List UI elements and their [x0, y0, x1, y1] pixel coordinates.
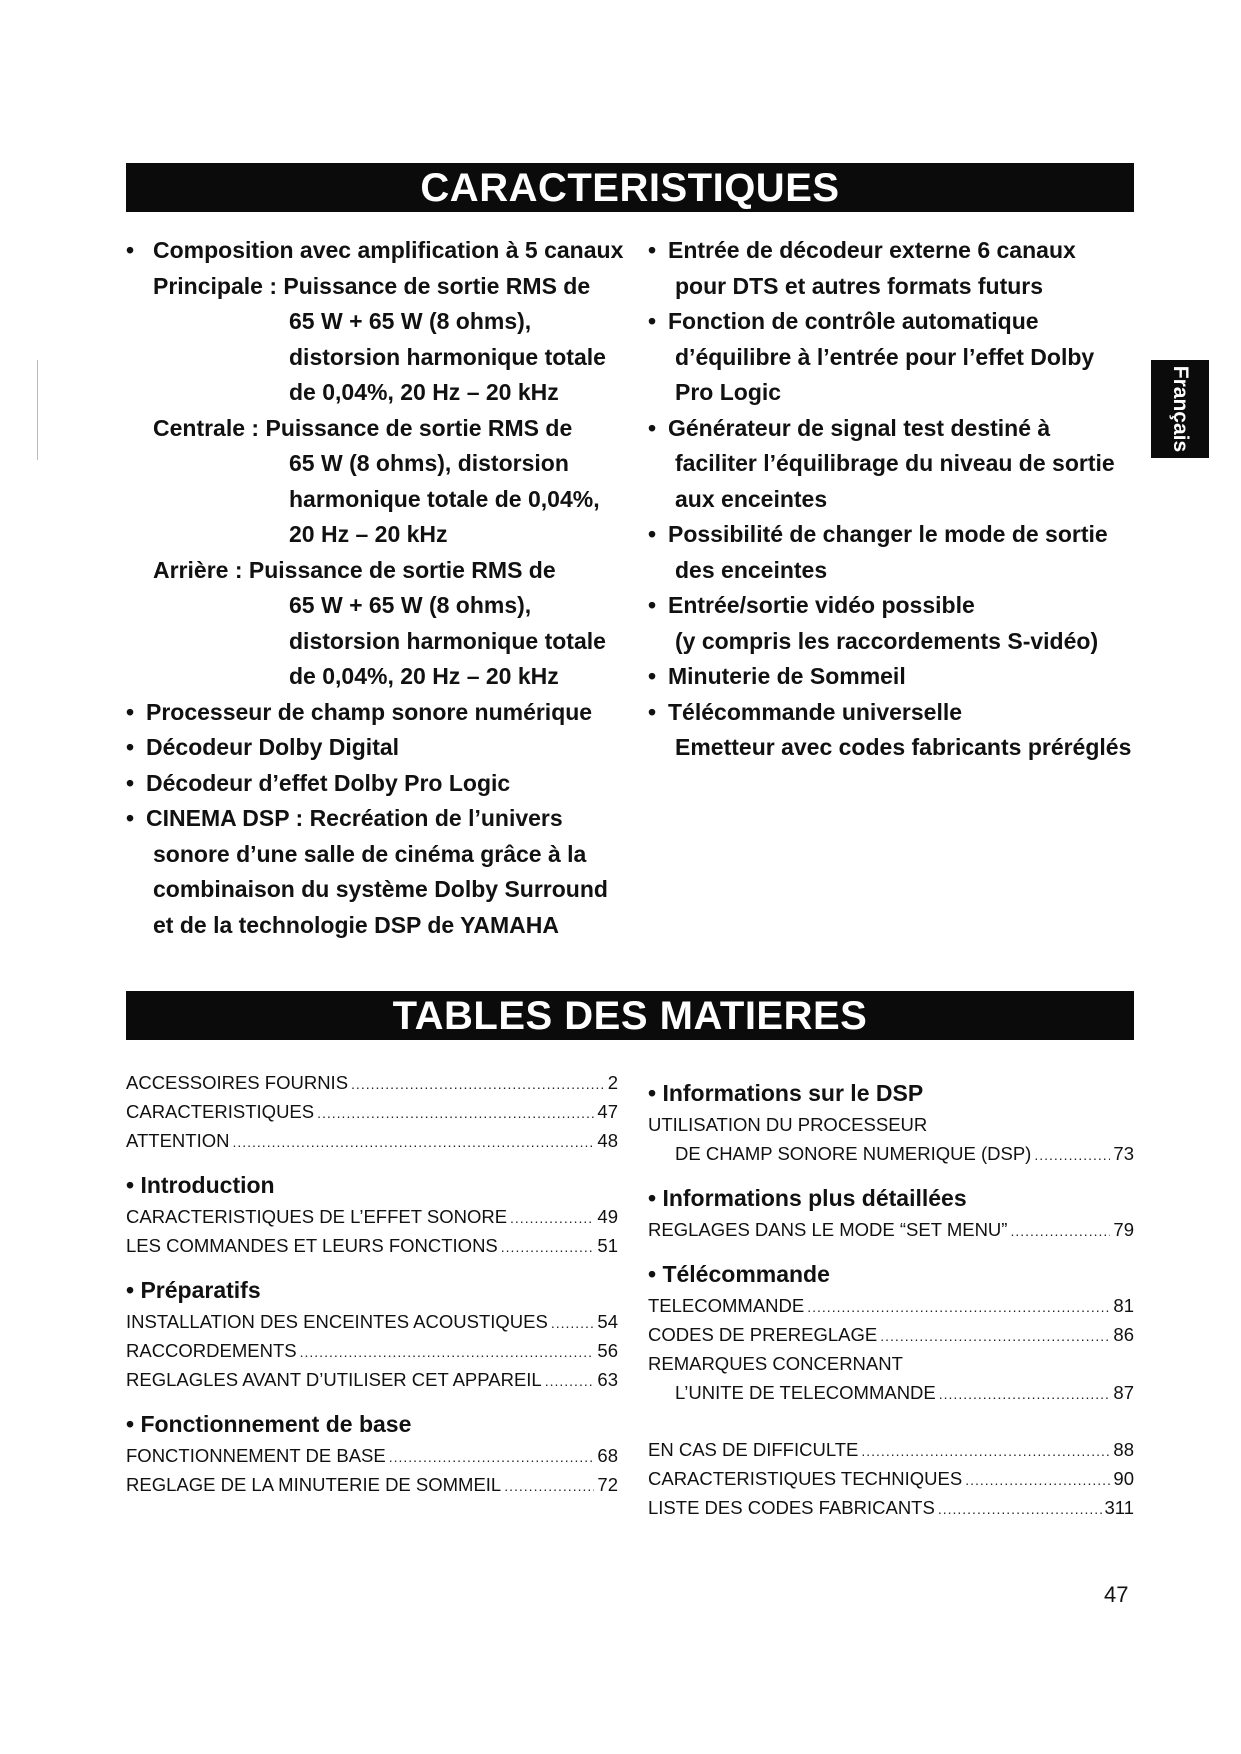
toc-section-heading: • Fonctionnement de base	[126, 1411, 412, 1437]
toc-entry-line: UTILISATION DU PROCESSEUR	[648, 1114, 928, 1135]
bullet-icon: •	[126, 734, 135, 760]
scan-edge-mark	[37, 360, 38, 460]
feature-sub-line: Centrale : Puissance de sortie RMS de	[153, 414, 573, 441]
bullet-icon: •	[126, 1411, 135, 1437]
feature-item: • Composition avec amplification à 5 canaux	[126, 233, 626, 269]
page-number: 47	[1104, 1582, 1129, 1607]
feature-item: • Entrée/sortie vidéo possible	[648, 588, 1148, 624]
feature-item: • Générateur de signal test destiné à	[648, 411, 1148, 447]
feature-sub-line: harmonique totale de 0,04%,	[289, 485, 600, 512]
bullet-icon: •	[648, 1185, 657, 1211]
toc-entry-line: REMARQUES CONCERNANT	[648, 1353, 903, 1374]
toc-left-column	[126, 1068, 618, 1499]
toc-row[interactable]: DE CHAMP SONORE NUMERIQUE (DSP) ..... 73	[648, 1139, 1134, 1168]
bullet-icon: •	[648, 237, 657, 263]
bullet-icon: •	[126, 698, 135, 725]
feature-item: • Télécommande universelle	[648, 695, 1148, 731]
features-heading: CARACTERISTIQUES	[126, 163, 1134, 212]
feature-item: • Décodeur d’effet Dolby Pro Logic	[126, 766, 626, 802]
bullet-icon: •	[126, 1172, 135, 1198]
feature-sub-line: faciliter l’équilibrage du niveau de sortie	[675, 450, 1115, 476]
toc-row[interactable]: RACCORDEMENTS ..... 56	[126, 1336, 618, 1365]
feature-item: • Décodeur Dolby Digital	[126, 730, 626, 766]
toc-row[interactable]: EN CAS DE DIFFICULTE ..... 88	[648, 1435, 1134, 1464]
bullet-icon: •	[126, 805, 135, 831]
features-right-column	[648, 233, 1148, 766]
toc-section-heading: • Télécommande	[648, 1261, 830, 1287]
toc-row[interactable]: LISTE DES CODES FABRICANTS ..... 311	[648, 1493, 1134, 1522]
feature-sub-line: Arrière : Puissance de sortie RMS de	[153, 556, 556, 583]
bullet-icon: •	[126, 1277, 135, 1303]
toc-section-heading: • Informations sur le DSP	[648, 1080, 924, 1106]
bullet-icon: •	[648, 698, 657, 725]
feature-sub-line: sonore d’une salle de cinéma grâce à la	[153, 840, 587, 867]
bullet-icon: •	[648, 308, 657, 334]
feature-sub-line: combinaison du système Dolby Surround	[153, 876, 608, 902]
feature-sub-line: 20 Hz – 20 kHz	[289, 521, 448, 547]
feature-sub-line: Emetteur avec codes fabricants préréglés	[675, 734, 1132, 760]
toc-section-heading: • Introduction	[126, 1172, 275, 1198]
feature-sub-line: des enceintes	[675, 556, 828, 583]
feature-sub-line: et de la technologie DSP de YAMAHA	[153, 911, 560, 938]
feature-sub-line: de 0,04%, 20 Hz – 20 kHz	[289, 379, 559, 405]
toc-row[interactable]: ACCESSOIRES FOURNIS ..... 2	[126, 1068, 618, 1097]
feature-sub-line: pour DTS et autres formats futurs	[675, 272, 1044, 299]
toc-row[interactable]: CARACTERISTIQUES ..... 47	[126, 1097, 618, 1126]
toc-right-column	[648, 1076, 1134, 1522]
toc-section-heading: • Informations plus détaillées	[648, 1185, 967, 1211]
toc-row[interactable]: REGLAGES DANS LE MODE “SET MENU” ..... 79	[648, 1215, 1134, 1244]
toc-row[interactable]: TELECOMMANDE ..... 81	[648, 1291, 1134, 1320]
feature-sub-line: 65 W + 65 W (8 ohms),	[289, 308, 532, 334]
language-tab	[1151, 360, 1209, 458]
bullet-icon: •	[648, 1080, 657, 1106]
feature-item: • CINEMA DSP : Recréation de l’univers	[126, 801, 626, 837]
bullet-icon: •	[126, 237, 135, 263]
feature-sub-line: aux enceintes	[675, 485, 828, 512]
bullet-icon: •	[648, 1261, 657, 1287]
feature-sub-line: Pro Logic	[675, 379, 782, 405]
bullet-icon: •	[648, 521, 657, 547]
bullet-icon: •	[648, 663, 657, 689]
toc-row[interactable]: L’UNITE DE TELECOMMANDE ..... 87	[648, 1378, 1134, 1407]
feature-sub-line: de 0,04%, 20 Hz – 20 kHz	[289, 663, 559, 689]
bullet-icon: •	[648, 414, 657, 441]
feature-sub-line: d’équilibre à l’entrée pour l’effet Dolby	[675, 343, 1095, 370]
language-tab-label: Français	[1169, 365, 1192, 453]
toc-row[interactable]: INSTALLATION DES ENCEINTES ACOUSTIQUES ..... 54	[126, 1307, 618, 1336]
feature-item: • Processeur de champ sonore numérique	[126, 695, 626, 731]
feature-item: • Entrée de décodeur externe 6 canaux	[648, 233, 1148, 269]
feature-sub-line: 65 W + 65 W (8 ohms),	[289, 592, 532, 618]
feature-item: • Possibilité de changer le mode de sortie	[648, 517, 1148, 553]
feature-item: • Fonction de contrôle automatique	[648, 304, 1148, 340]
toc-row[interactable]: REGLAGLES AVANT D’UTILISER CET APPAREIL ..... 63	[126, 1365, 618, 1394]
toc-row[interactable]: CARACTERISTIQUES TECHNIQUES ..... 90	[648, 1464, 1134, 1493]
feature-sub-line: Principale : Puissance de sortie RMS de	[153, 272, 591, 299]
toc-row[interactable]: REGLAGE DE LA MINUTERIE DE SOMMEIL ..... 72	[126, 1470, 618, 1499]
toc-row[interactable]: ATTENTION ..... 48	[126, 1126, 618, 1155]
feature-item: • Minuterie de Sommeil	[648, 659, 1148, 695]
feature-sub-line: distorsion harmonique totale	[289, 343, 606, 370]
feature-sub-line: (y compris les raccordements S-vidéo)	[675, 627, 1099, 654]
toc-row[interactable]: CARACTERISTIQUES DE L’EFFET SONORE ..... 49	[126, 1202, 618, 1231]
feature-sub-line: 65 W (8 ohms), distorsion	[289, 450, 569, 476]
features-left-column	[126, 233, 626, 943]
toc-row[interactable]: FONCTIONNEMENT DE BASE ..... 68	[126, 1441, 618, 1470]
toc-row[interactable]: LES COMMANDES ET LEURS FONCTIONS ..... 51	[126, 1231, 618, 1260]
bullet-icon: •	[648, 592, 657, 618]
toc-row[interactable]: CODES DE PREREGLAGE ..... 86	[648, 1320, 1134, 1349]
bullet-icon: •	[126, 769, 135, 796]
contents-heading: TABLES DES MATIERES	[126, 991, 1134, 1040]
toc-section-heading: • Préparatifs	[126, 1277, 261, 1303]
feature-sub-line: distorsion harmonique totale	[289, 627, 606, 654]
